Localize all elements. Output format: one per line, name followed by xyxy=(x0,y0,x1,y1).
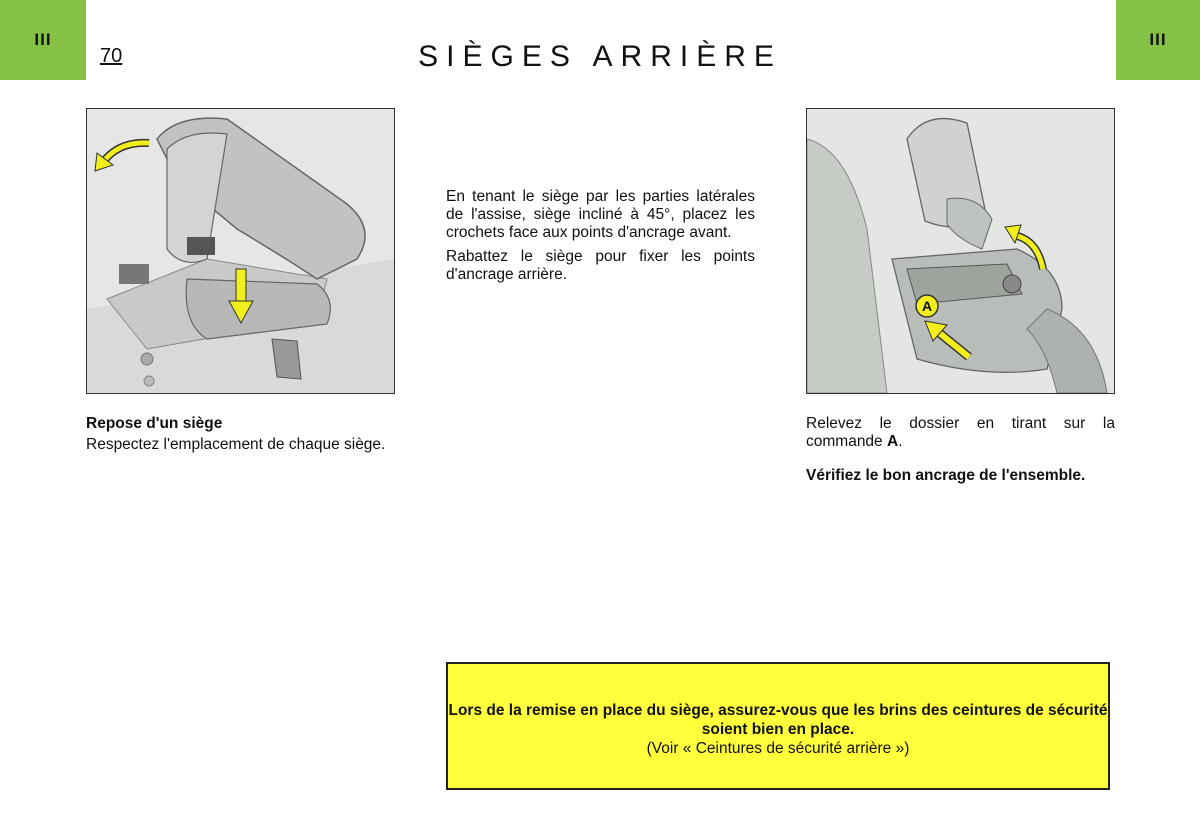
check-anchoring-paragraph: Vérifiez le bon ancrage de l'ensemble. xyxy=(806,467,1086,484)
warning-reference: (Voir « Ceintures de sécurité arrière ») xyxy=(646,740,910,757)
callout-a-label: A xyxy=(921,298,933,314)
chapter-tab-right xyxy=(1116,0,1200,80)
seatbelt-warning-box xyxy=(446,662,1110,790)
seat-installation-illustration xyxy=(86,108,395,394)
raise-backrest-suffix: . xyxy=(898,433,903,450)
instruction-column-left xyxy=(86,415,395,460)
instruction-column-right xyxy=(806,415,1115,491)
instruction-fold-paragraph: Rabattez le siège pour fixer les points d'ancrage arrière. xyxy=(446,248,755,283)
chapter-label-right: III xyxy=(1149,30,1167,49)
raise-backrest-paragraph xyxy=(806,415,1115,451)
placement-paragraph: Respectez l'emplacement de chaque siège. xyxy=(86,436,386,453)
control-a-reference: A xyxy=(886,433,899,450)
raise-backrest-text: Relevez le dossier en tirant sur la commande xyxy=(806,415,1115,450)
backrest-control-illustration xyxy=(806,108,1115,394)
callout-a-badge xyxy=(916,295,938,317)
page-number: 70 xyxy=(100,45,123,67)
warning-text: Lors de la remise en place du siège, assurez-vous que les brins des ceintures de sécurité soient bien en place. xyxy=(448,702,1108,738)
instruction-hook-paragraph: En tenant le siège par les parties latérales de l'assise, siège incliné à 45°, placez les crochets face aux points d'ancrage avant. xyxy=(446,188,755,241)
chapter-label-left: III xyxy=(34,30,52,49)
page-title: SIÈGES ARRIÈRE xyxy=(418,40,782,73)
instruction-column-middle xyxy=(446,188,755,290)
section-heading: Repose d'un siège xyxy=(86,415,223,432)
